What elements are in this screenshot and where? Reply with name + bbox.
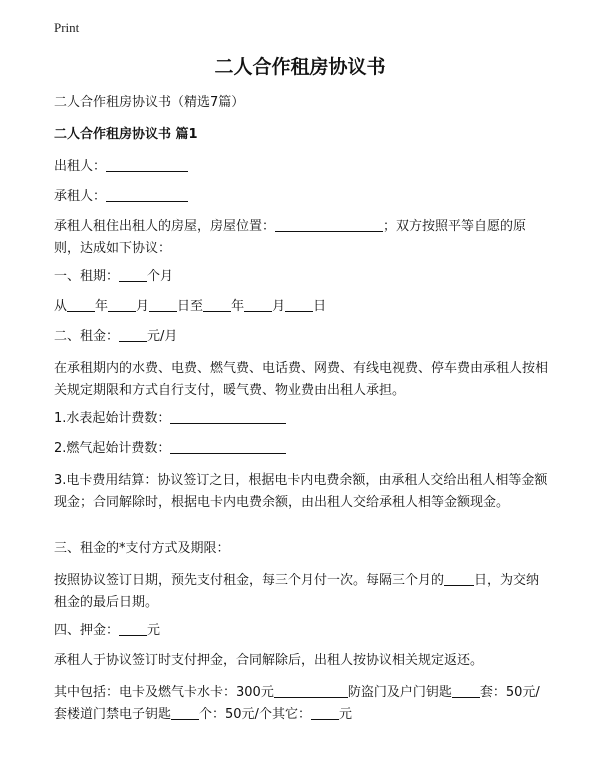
key-count-blank xyxy=(452,683,480,698)
start-day-blank xyxy=(149,297,177,312)
deposit-unit: 元 xyxy=(147,623,161,638)
term-blank xyxy=(119,267,147,282)
location-blank xyxy=(275,217,383,232)
start-year-blank xyxy=(67,297,95,312)
included-text-e: 元 xyxy=(338,707,352,722)
intro-text-a: 承租人租住出租人的房屋，房屋位置： xyxy=(54,219,276,234)
print-link[interactable]: Print xyxy=(54,20,80,35)
lessee-line xyxy=(54,186,554,208)
card-blank xyxy=(274,683,348,698)
deposit-return-paragraph: 承租人于协议签订时支付押金，合同解除后，出租人按协议相关规定返还。 xyxy=(54,653,484,668)
date-range-line xyxy=(54,296,554,318)
included-items-paragraph xyxy=(54,682,550,726)
start-month-blank xyxy=(108,297,136,312)
month-label: 月 xyxy=(136,299,150,314)
fob-count-blank xyxy=(171,705,199,720)
end-day-blank xyxy=(285,297,313,312)
water-meter-line xyxy=(54,408,554,430)
rent-unit: 元/月 xyxy=(147,329,178,344)
utilities-paragraph: 在承租期内的水费、电费、燃气费、电话费、网费、有线电视费、停车费由承租人按相关规定期限和方式自行支付，暖气费、物业费由出租人承担。 xyxy=(54,361,549,398)
included-text-b: 防盗门及户门钥匙 xyxy=(347,685,452,700)
water-meter-blank xyxy=(170,409,286,424)
deposit-blank xyxy=(119,621,147,636)
included-text-d: 个：50元/个其它： xyxy=(199,707,311,722)
day-to-label: 日至 xyxy=(177,299,204,314)
from-label: 从 xyxy=(54,299,68,314)
lessee-label: 承租人： xyxy=(54,189,107,204)
electric-card-paragraph: 3.电卡费用结算：协议签订之日，根据电卡内电费余额，由承租人交给出租人相等金额现金；合同解除时，根据电卡内电费余额，由出租人交给承租人相等金额现金。 xyxy=(54,473,548,510)
deposit-label: 四、押金： xyxy=(54,623,120,638)
included-text-c: 套：50元/套楼道门禁电子钥匙 xyxy=(54,685,540,722)
section-heading: 二人合作租房协议书 篇1 xyxy=(54,127,198,142)
term-label: 一、租期： xyxy=(54,269,120,284)
document-subtitle: 二人合作租房协议书（精选7篇） xyxy=(54,95,245,110)
lessor-blank xyxy=(106,157,188,172)
term-unit: 个月 xyxy=(147,269,174,284)
payment-text-a: 按照协议签订日期，预先支付租金，每三个月付一次。每隔三个月的 xyxy=(54,573,445,588)
intro-paragraph xyxy=(54,216,550,260)
rent-line xyxy=(54,326,554,348)
end-year-blank xyxy=(203,297,231,312)
year-label: 年 xyxy=(95,299,109,314)
gas-meter-line xyxy=(54,438,554,460)
rent-blank xyxy=(119,327,147,342)
month-label: 月 xyxy=(272,299,286,314)
end-month-blank xyxy=(244,297,272,312)
included-text-a: 其中包括：电卡及燃气卡水卡：300元 xyxy=(54,685,274,700)
payment-paragraph xyxy=(54,570,550,614)
payment-day-blank xyxy=(444,571,474,586)
other-blank xyxy=(311,705,339,720)
intro-text-b: ；双方按照平等自愿的原则，达成如下协议： xyxy=(54,219,527,256)
lessor-label: 出租人： xyxy=(54,159,107,174)
year-label: 年 xyxy=(231,299,245,314)
water-meter-label: 1.水表起始计费数： xyxy=(54,411,171,426)
lessor-line xyxy=(54,156,554,178)
day-label: 日 xyxy=(313,299,327,314)
rent-label: 二、租金： xyxy=(54,329,120,344)
document-title: 二人合作租房协议书 xyxy=(214,56,386,78)
payment-text-b: 日，为交纳租金的最后日期。 xyxy=(54,573,540,610)
lessee-blank xyxy=(106,187,188,202)
deposit-line xyxy=(54,620,554,642)
gas-meter-label: 2.燃气起始计费数： xyxy=(54,441,171,456)
gas-meter-blank xyxy=(170,439,286,454)
payment-heading: 三、租金的*支付方式及期限： xyxy=(54,541,230,556)
term-line xyxy=(54,266,554,288)
